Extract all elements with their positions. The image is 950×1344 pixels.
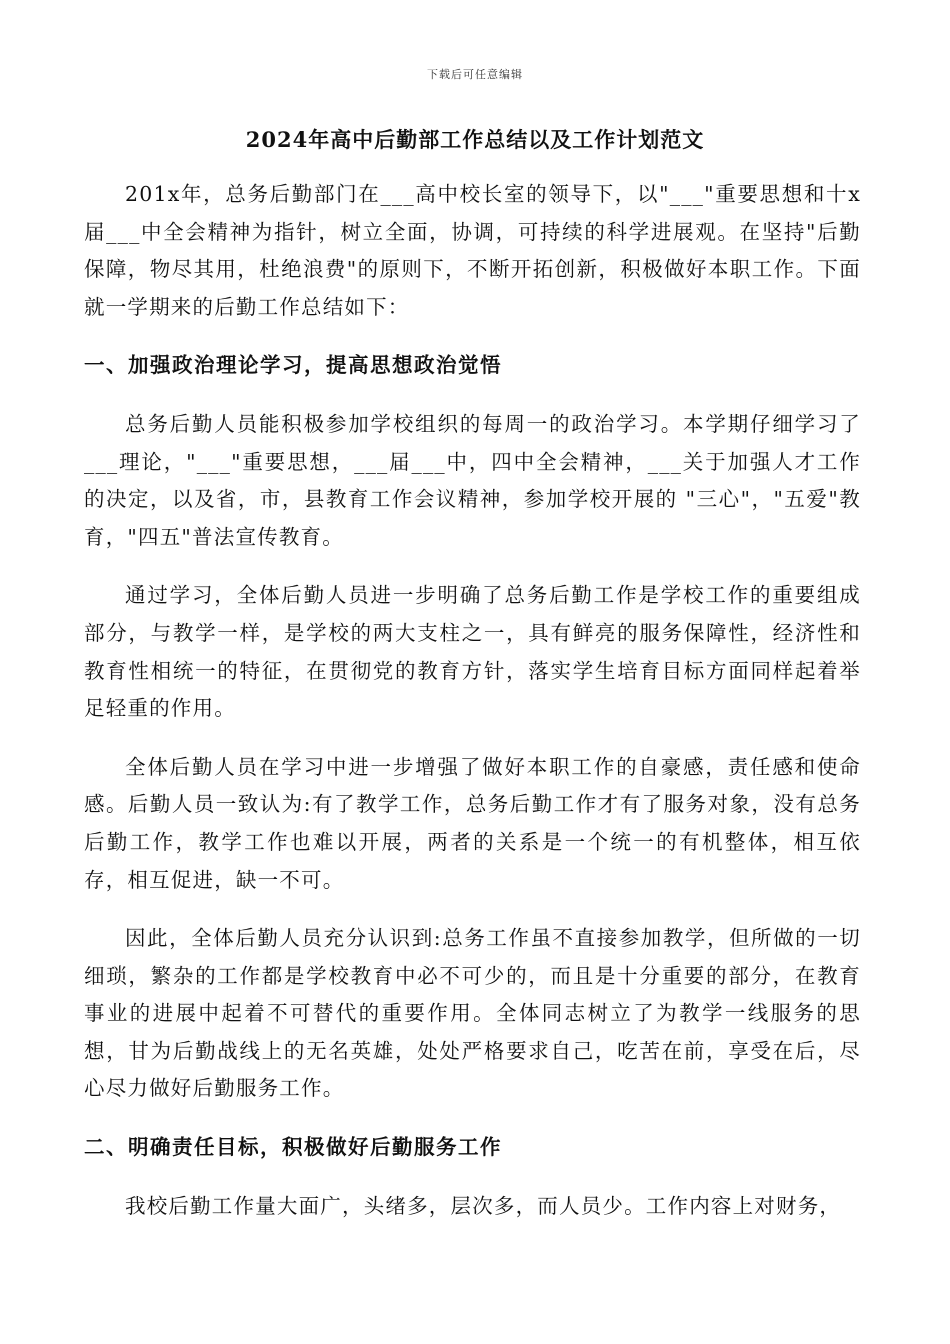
paragraph-intro: 201x年，总务后勤部门在___高中校长室的领导下，以"___"重要思想和十x届___中全会精神为指针，树立全面，协调，可持续的科学进展观。在坚持"后勤保障，物尽其用，杜绝浪费"的原则下，不断开拓创新，积极做好本职工作。下面就一学期来的后勤工作总结如下： xyxy=(84,182,861,319)
paragraph-political-study: 总务后勤人员能积极参加学校组织的每周一的政治学习。本学期仔细学习了___理论，"___"重要思想，___届___中，四中全会精神，___关于加强人才工作的决定，以及省，市，县教育工作会议精神，参加学校开展的 "三心"，"五爱"教育，"四五"普法宣传教育。 xyxy=(84,411,861,549)
section-heading-2: 二、明确责任目标，积极做好后勤服务工作 xyxy=(84,1135,502,1160)
paragraph-responsibility: 全体后勤人员在学习中进一步增强了做好本职工作的自豪感，责任感和使命感。后勤人员一致认为:有了教学工作，总务后勤工作才有了服务对象，没有总务后勤工作，教学工作也难以开展，两者的关系是一个统一的有机整体，相互依存，相互促进，缺一不可。 xyxy=(84,754,861,892)
paragraph-study-outcome: 通过学习，全体后勤人员进一步明确了总务后勤工作是学校工作的重要组成部分，与教学一样，是学校的两大支柱之一，具有鲜亮的服务保障性，经济性和教育性相统一的特征，在贯彻党的教育方针，落实学生培育目标方面同样起着举足轻重的作用。 xyxy=(84,583,861,721)
paragraph-awareness: 因此，全体后勤人员充分认识到:总务工作虽不直接参加教学，但所做的一切细琐，繁杂的工作都是学校教育中必不可少的，而且是十分重要的部分，在教育事业的进展中起着不可替代的重要作用。全体同志树立了为教学一线服务的思想，甘为后勤战线上的无名英雄，处处严格要求自己，吃苦在前，享受在后，尽心尽力做好后勤服务工作。 xyxy=(84,926,861,1101)
document-title: 2024年高中后勤部工作总结以及工作计划范文 xyxy=(245,127,705,152)
watermark: 下载后可任意编辑 xyxy=(427,68,523,81)
document-body xyxy=(84,176,861,1246)
section-heading-1: 一、加强政治理论学习，提高思想政治觉悟 xyxy=(84,353,502,378)
paragraph-workload: 我校后勤工作量大面广，头绪多，层次多，而人员少。工作内容上对财务， xyxy=(125,1193,842,1218)
